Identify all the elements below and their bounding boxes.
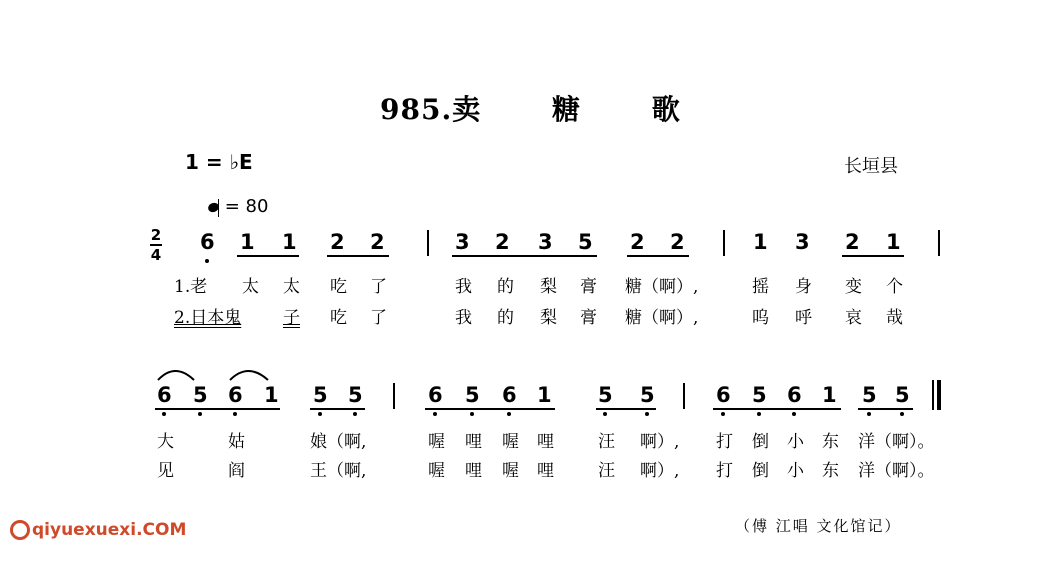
title-char: 卖 (452, 93, 482, 126)
lyric: 王（啊, (310, 461, 367, 481)
final-bar-line (937, 380, 941, 410)
key-signature: 1 = ♭E (185, 150, 253, 174)
note: 2 (330, 230, 345, 254)
title-char: 糖 (551, 93, 581, 126)
lyric: 变 (845, 277, 862, 297)
quarter-note-icon (207, 201, 220, 213)
lyric: 洋（啊）。 (858, 432, 935, 452)
lyric: 娘（啊, (310, 432, 367, 452)
lyric: 我 (455, 308, 472, 328)
lyric: 糖（啊）, (625, 308, 699, 328)
time-sig-bottom: 4 (150, 246, 162, 264)
lyric: 小 (787, 461, 804, 481)
lyric: 啊）, (640, 461, 680, 481)
lyric: 梨 (540, 277, 557, 297)
note: 1 (537, 383, 552, 407)
lyric: 汪 (598, 461, 615, 481)
watermark-text: qiyuexuexi.COM (32, 520, 187, 540)
lyric: 子 (283, 308, 300, 328)
lyric: 洋（啊）。 (858, 461, 935, 481)
octave-dot (721, 412, 725, 416)
note: 5 (465, 383, 480, 407)
octave-dot (198, 412, 202, 416)
tempo-value: = 80 (224, 196, 269, 217)
note: 5 (193, 383, 208, 407)
watermark-logo-icon (10, 520, 30, 540)
lyric: 东 (822, 461, 839, 481)
bar-line (723, 230, 725, 256)
song-number: 985. (380, 93, 453, 126)
note: 5 (752, 383, 767, 407)
octave-dot (353, 412, 357, 416)
credit-note: （傅 江唱 文化馆记） (735, 517, 902, 535)
octave-dot (318, 412, 322, 416)
note: 5 (640, 383, 655, 407)
lyric: 打 (716, 461, 733, 481)
note: 6 (428, 383, 443, 407)
bar-line (427, 230, 429, 256)
slur-marks (150, 364, 280, 384)
lyric: 喔 (428, 461, 445, 481)
note: 6 (502, 383, 517, 407)
lyric: 倒 (752, 461, 769, 481)
lyric: 吃 (330, 308, 347, 328)
note: 6 (200, 230, 215, 254)
bar-line (683, 383, 685, 409)
octave-dot (507, 412, 511, 416)
note: 3 (795, 230, 810, 254)
lyric: 啊）, (640, 432, 680, 452)
page-title (380, 88, 681, 128)
note: 6 (228, 383, 243, 407)
note: 3 (455, 230, 470, 254)
lyric: 见 (157, 461, 174, 481)
beam-line (155, 408, 280, 410)
note: 6 (157, 383, 172, 407)
note: 6 (787, 383, 802, 407)
lyric: 打 (716, 432, 733, 452)
lyric: 小 (787, 432, 804, 452)
note: 1 (282, 230, 297, 254)
note: 1 (886, 230, 901, 254)
octave-dot (470, 412, 474, 416)
note: 5 (578, 230, 593, 254)
lyric: 2.日本鬼 (174, 308, 242, 328)
region-label: 长垣县 (844, 156, 898, 177)
octave-dot (433, 412, 437, 416)
lyric: 身 (795, 277, 812, 297)
watermark (10, 520, 186, 540)
lyric: 梨 (540, 308, 557, 328)
lyric: 太 (283, 277, 300, 297)
octave-dot (233, 412, 237, 416)
note: 5 (348, 383, 363, 407)
note: 2 (495, 230, 510, 254)
lyric: 倒 (752, 432, 769, 452)
bar-line (393, 383, 395, 409)
bar-line (932, 380, 934, 410)
beam-line (425, 408, 555, 410)
beam-line (596, 408, 656, 410)
beam-line (842, 255, 904, 257)
note: 5 (598, 383, 613, 407)
lyric: 汪 (598, 432, 615, 452)
lyric: 哩 (537, 432, 554, 452)
note: 1 (264, 383, 279, 407)
lyric: 吃 (330, 277, 347, 297)
beam-line (858, 408, 913, 410)
lyric: 哩 (465, 432, 482, 452)
lyric: 喔 (502, 461, 519, 481)
lyric: 哀 (845, 308, 862, 328)
lyric: 哉 (886, 308, 903, 328)
note: 1 (753, 230, 768, 254)
octave-dot (757, 412, 761, 416)
note: 2 (670, 230, 685, 254)
lyric: 膏 (580, 308, 597, 328)
note: 5 (313, 383, 328, 407)
lyric: 太 (242, 277, 259, 297)
lyric: 哩 (465, 461, 482, 481)
note: 6 (716, 383, 731, 407)
tempo-marking (208, 196, 268, 217)
note: 2 (630, 230, 645, 254)
lyric: 了 (370, 308, 387, 328)
lyric: 喔 (428, 432, 445, 452)
time-signature (150, 226, 162, 264)
octave-dot (205, 259, 209, 263)
time-sig-top: 2 (150, 226, 162, 244)
title-char: 歌 (651, 93, 681, 126)
beam-line (713, 408, 841, 410)
octave-dot (162, 412, 166, 416)
beam-line (627, 255, 689, 257)
lyric: 膏 (580, 277, 597, 297)
octave-dot (867, 412, 871, 416)
lyric: 姑 (228, 432, 245, 452)
lyric: 哩 (537, 461, 554, 481)
beam-line (327, 255, 389, 257)
note: 1 (822, 383, 837, 407)
beam-line (237, 255, 299, 257)
note: 5 (862, 383, 877, 407)
note: 3 (538, 230, 553, 254)
lyric: 我 (455, 277, 472, 297)
octave-dot (645, 412, 649, 416)
lyric: 糖（啊）, (625, 277, 699, 297)
lyric: 的 (497, 277, 514, 297)
octave-dot (900, 412, 904, 416)
bar-line (938, 230, 940, 256)
lyric: 呼 (795, 308, 812, 328)
lyric: 喔 (502, 432, 519, 452)
lyric: 呜 (752, 308, 769, 328)
note: 5 (895, 383, 910, 407)
lyric: 阎 (228, 461, 245, 481)
lyric: 摇 (752, 277, 769, 297)
note: 1 (240, 230, 255, 254)
lyric: 东 (822, 432, 839, 452)
lyric: 个 (886, 277, 903, 297)
octave-dot (792, 412, 796, 416)
beam-line (452, 255, 597, 257)
beam-line (310, 408, 365, 410)
note: 2 (845, 230, 860, 254)
octave-dot (603, 412, 607, 416)
lyric: 1.老 (174, 277, 208, 297)
lyric: 的 (497, 308, 514, 328)
note: 2 (370, 230, 385, 254)
lyric: 了 (370, 277, 387, 297)
lyric: 大 (157, 432, 174, 452)
